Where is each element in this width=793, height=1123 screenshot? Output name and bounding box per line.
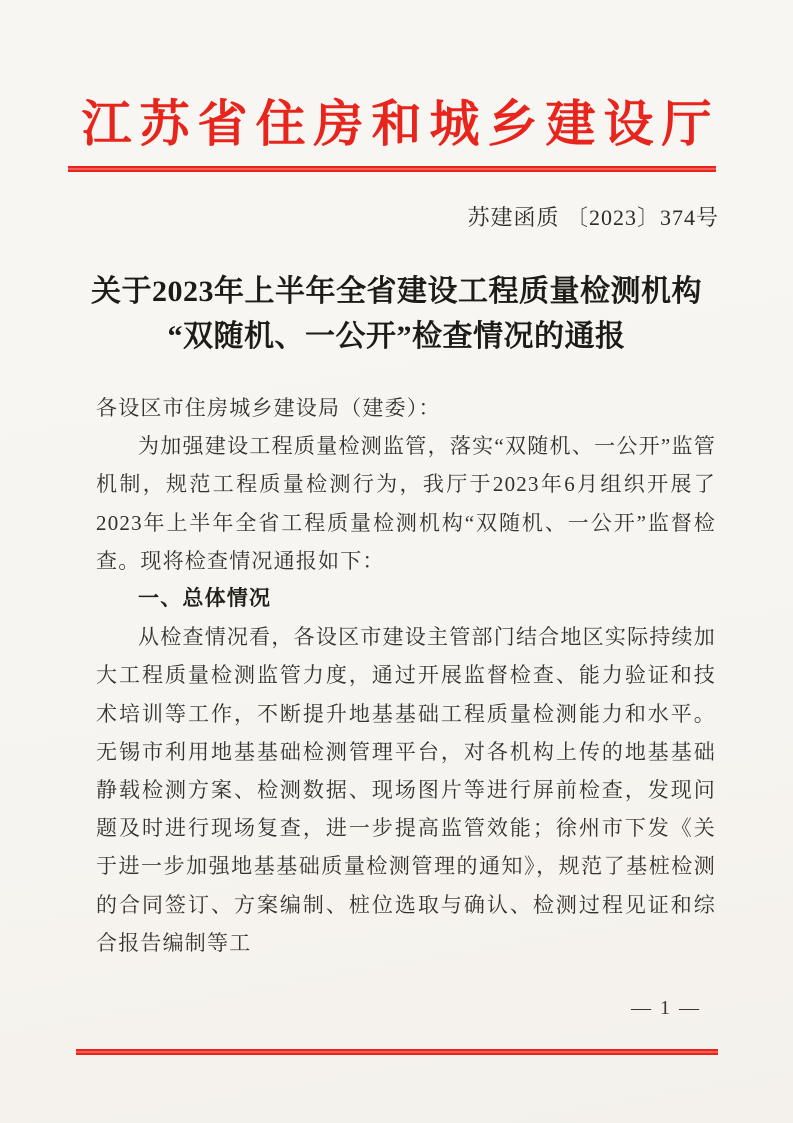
document-body xyxy=(96,389,716,962)
page-number: — 1 — xyxy=(631,997,701,1019)
document-title-line1: 关于2023年上半年全省建设工程质量检测机构 xyxy=(91,275,702,308)
footer-separator-line xyxy=(76,1049,718,1055)
document-title xyxy=(0,269,793,359)
document-title-line2: “双随机、一公开”检查情况的通报 xyxy=(167,320,626,353)
document-reference-number: 苏建函质 〔2023〕374号 xyxy=(467,205,719,230)
section1-heading: 一、总体情况 xyxy=(138,587,272,611)
agency-header-title: 江苏省住房和城乡建设厅 xyxy=(81,96,720,152)
section1-paragraph: 从检查情况看，各设区市建设主管部门结合地区实际持续加大工程质量检测监管力度，通过开展监督检查、能力验证和技术培训等工作，不断提升地基基础工程质量检测能力和水平。无锡市利用地基基础检测管理平台，对各机构上传的地基基础静载检测方案、检测数据、现场图片等进行屏前检查，发现问题及时进行现场复查，进一步提高监管效能；徐州市下发《关于进一步加强地基基础质量检测管理的通知》，规范了基桩检测的合同签订、方案编制、桩位选取与确认、检测过程见证和综合报告编制等工 xyxy=(96,625,716,955)
intro-paragraph: 为加强建设工程质量检测监管，落实“双随机、一公开”监管机制，规范工程质量检测行为，我厅于2023年6月组织开展了2023年上半年全省工程质量检测机构“双随机、一公开”监督检查。现将检查情况通报如下： xyxy=(96,434,716,573)
salutation-line: 各设区市住房城乡建设局（建委）： xyxy=(96,396,441,420)
header-separator-line xyxy=(68,166,716,172)
